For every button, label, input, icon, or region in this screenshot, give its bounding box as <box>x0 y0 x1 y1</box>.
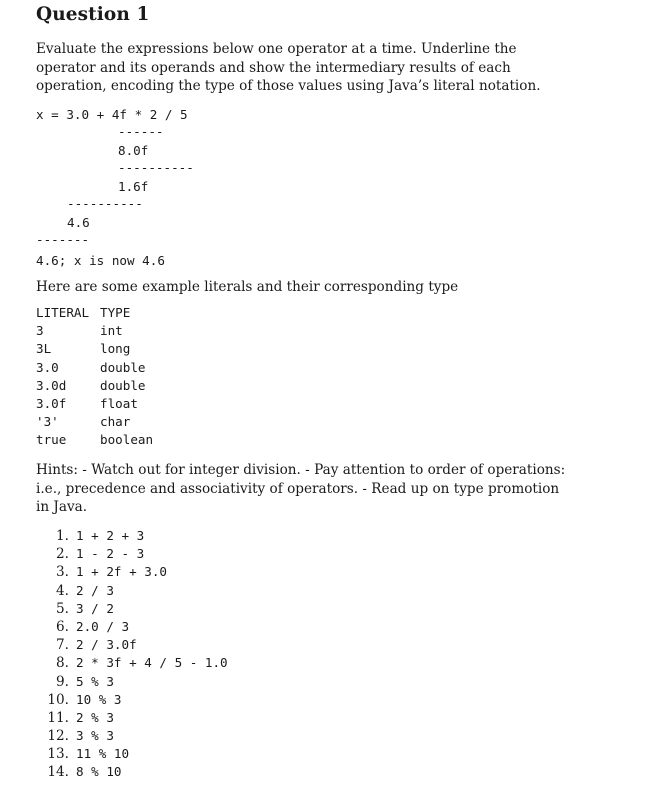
item-number: 13. <box>47 746 69 763</box>
item-expression: 2 / 3.0f <box>76 637 137 653</box>
type-cell: double <box>100 359 146 375</box>
literal-cell: 3L <box>36 341 52 357</box>
table-row <box>36 396 153 414</box>
literal-cell: 3.0f <box>36 395 67 411</box>
table-row <box>36 414 153 432</box>
intro-paragraph: Evaluate the expressions below one operator at a time. Underline the operator and its operands and show the intermediary results of each operation, encoding the type of those values using Java’s literal notation. <box>36 41 541 94</box>
final-result: 4.6; x is now 4.6 <box>36 253 165 268</box>
item-number: 9. <box>56 673 69 690</box>
item-expression: 1 + 2f + 3.0 <box>76 564 167 580</box>
literals-intro: Here are some example literals and their corresponding type <box>36 279 459 295</box>
item-expression: 3 % 3 <box>76 728 114 744</box>
type-cell: boolean <box>100 432 154 448</box>
result-step-1: 8.0f <box>118 143 149 158</box>
item-expression: 1 + 2 + 3 <box>76 528 145 543</box>
item-number: 5. <box>56 600 69 617</box>
item-expression: 11 % 10 <box>76 746 130 762</box>
example-expression: x = 3.0 + 4f * 2 / 5 <box>36 107 188 122</box>
item-expression: 2 % 3 <box>76 709 114 725</box>
table-row <box>36 360 153 378</box>
item-expression: 2 * 3f + 4 / 5 - 1.0 <box>76 655 228 671</box>
underline-step-1: ------ <box>118 124 164 139</box>
literal-cell: '3' <box>36 414 59 430</box>
type-cell: int <box>100 323 123 339</box>
column-header-type: TYPE <box>100 305 131 320</box>
item-expression: 10 % 3 <box>76 691 122 707</box>
type-cell: char <box>100 414 131 430</box>
table-row <box>36 341 153 359</box>
item-number: 2. <box>56 546 69 563</box>
item-expression: 1 - 2 - 3 <box>76 546 145 562</box>
item-number: 8. <box>56 655 69 672</box>
literal-type-table <box>36 305 153 451</box>
type-cell: double <box>100 377 146 393</box>
item-number: 3. <box>56 564 69 581</box>
item-expression: 2.0 / 3 <box>76 618 130 634</box>
item-number: 14. <box>47 764 69 781</box>
table-row <box>36 432 153 450</box>
literal-cell: 3.0 <box>36 359 59 375</box>
item-number: 12. <box>47 728 69 745</box>
underline-step-3: ---------- <box>67 196 143 211</box>
type-cell: float <box>100 395 138 411</box>
underline-step-2: ---------- <box>118 160 194 175</box>
column-header-literal: LITERAL <box>36 305 90 320</box>
item-number: 4. <box>56 582 69 599</box>
result-step-2: 1.6f <box>118 179 149 194</box>
result-step-3: 4.6 <box>67 215 90 230</box>
item-expression: 8 % 10 <box>76 764 122 780</box>
table-row <box>36 378 153 396</box>
page-title: Question 1 <box>36 4 150 25</box>
literal-cell: 3.0d <box>36 377 67 393</box>
item-expression: 5 % 3 <box>76 673 114 689</box>
item-number: 10. <box>47 691 69 708</box>
literal-cell: 3 <box>36 323 44 339</box>
underline-step-4: ------- <box>36 232 90 247</box>
hints-paragraph: Hints: - Watch out for integer division. - Pay attention to order of operations: i.e., precedence and associativity of operators. - Read up on type promotion in Java. <box>36 462 566 515</box>
item-expression: 2 / 3 <box>76 582 114 598</box>
literal-cell: true <box>36 432 67 448</box>
item-number: 6. <box>56 618 69 635</box>
item-number: 7. <box>56 637 69 654</box>
table-row <box>36 323 153 341</box>
table-header-row <box>36 305 153 323</box>
item-number: 1. <box>56 528 69 544</box>
item-expression: 3 / 2 <box>76 600 114 616</box>
type-cell: long <box>100 341 131 357</box>
item-number: 11. <box>47 709 69 726</box>
